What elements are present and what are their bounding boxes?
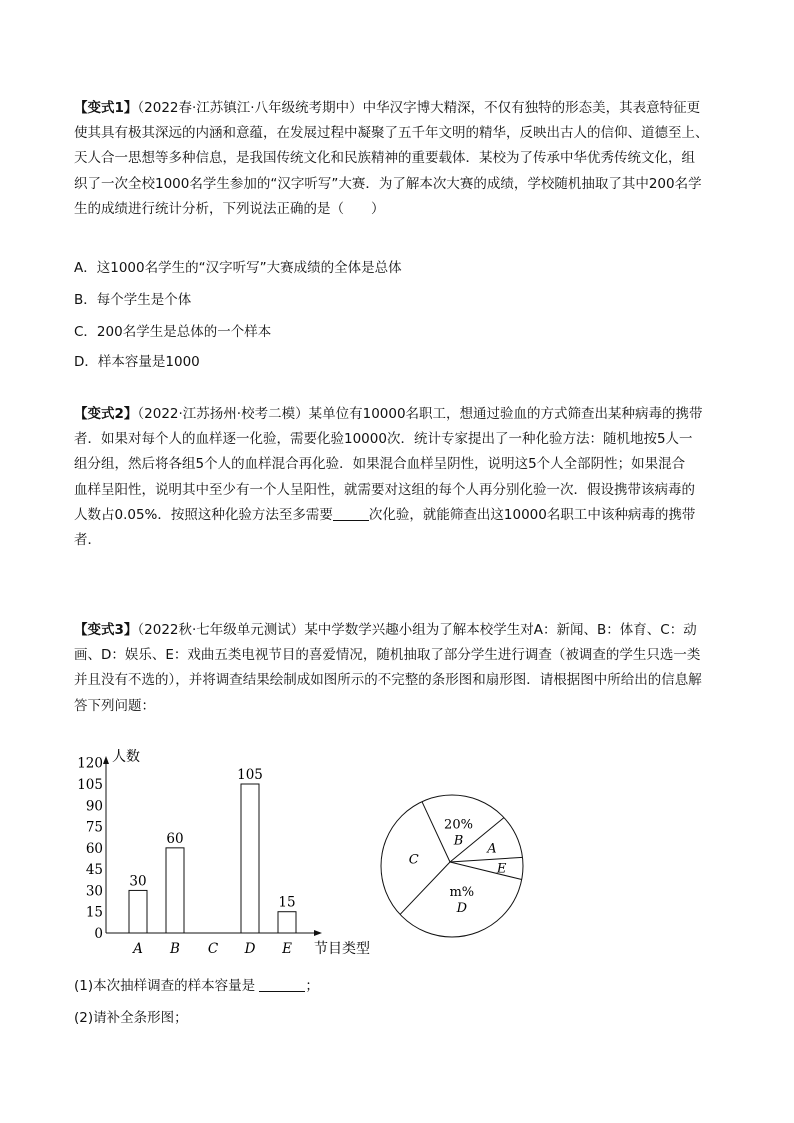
bar-D [241,784,259,933]
q2-line: 血样呈阳性，说明其中至少有一个人呈阳性，就需要对这组的每个人再分别化验一次．假设携带该病毒的 [74,481,695,498]
q3-tag: 【变式3】 [74,622,138,638]
q1-source: （2022春·江苏镇江·八年级统考期中） [137,100,363,116]
x-axis-title: 节目类型 [314,941,370,957]
sample-size-blank[interactable] [259,977,305,992]
answer-blank[interactable] [333,506,369,521]
x-tick-label: A [133,941,143,957]
q2-line: 人数占0.05%．按照这种化验方法至多需要 [74,506,333,523]
q1-line: 生的成绩进行统计分析，下列说法正确的是（ ） [74,200,385,217]
bar-chart [76,740,386,962]
q3-line: 并且没有不选的），并将调查结果绘制成如图所示的不完整的条形图和扇形图．请根据图中所给出的信息解 [74,672,702,689]
q2-line: 者． [74,532,101,549]
q1-option-d: D．样本容量是1000 [74,354,200,370]
q3-line: 某中学数学兴趣小组为了解本校学生对A：新闻、B：体育、C：动 [304,622,697,638]
bar-value-label: 30 [129,873,147,890]
q2-line: 某单位有10000名职工，想通过验血的方式筛查出某种病毒的携带 [308,406,703,422]
x-tick-label: D [244,941,256,957]
y-tick-label: 90 [85,798,103,815]
y-tick-label: 45 [85,862,103,879]
q2-line: 组分组，然后将各组5个人的血样混合再化验．如果混合血样呈阴性，说明这5个人全部阴性；如果混合 [74,456,686,473]
q3-sub2: (2)请补全条形图； [74,1010,188,1026]
pie-slice-percent: 20% [444,817,473,833]
bar-B [166,848,184,933]
q1-line: 中华汉字博大精深，不仅有独特的形态美，其表意特征更 [362,100,701,116]
q3-line: 画、D：娱乐、E：戏曲五类电视节目的喜爱情况，随机抽取了部分学生进行调查（被调查的学生只选一类 [74,647,701,664]
q2-line: 次化验，就能筛查出这10000名职工中该种病毒的携带 [368,506,696,523]
y-tick-label: 15 [85,904,103,921]
q1-paragraph [74,96,722,222]
pie-slice-label-B: B [453,833,464,849]
q2-source: （2022·江苏扬州·校考二模） [137,406,309,422]
y-tick-label: 0 [94,926,103,942]
q3-sub1-end: ； [305,978,319,994]
q1-line: 使其具有极其深远的内涵和意蕴，在发展过程中凝聚了五千年文明的精华，反映出古人的信仰、道德至上、 [74,125,709,142]
pie-slice-label-E: E [496,861,507,877]
q1-line: 天人合一思想等多种信息，是我国传统文化和民族精神的重要载体．某校为了传承中华优秀传统文化，组 [74,150,695,167]
q3-line: 答下列问题： [74,697,155,714]
q3-sub1 [74,976,319,996]
pie-slice-label-A: A [487,841,497,857]
y-tick-label: 120 [77,755,103,772]
y-axis-title: 人数 [112,749,140,765]
bar-A [129,890,147,933]
q1-line: 织了一次全校1000名学生参加的“汉字听写”大赛．为了解本次大赛的成绩，学校随机抽取了其中200名学 [74,175,702,192]
bar-E [278,912,296,933]
q1-option-c: C．200名学生是总体的一个样本 [74,324,272,340]
y-tick-label: 30 [85,883,103,900]
y-axis-arrow [103,756,109,764]
q1-option-a: A．这1000名学生的“汉字听写”大赛成绩的全体是总体 [74,260,402,276]
q3-source: （2022秋·七年级单元测试） [137,622,305,638]
bar-value-label: 60 [166,830,184,847]
x-tick-label: C [207,941,219,957]
q1-tag: 【变式1】 [74,100,138,116]
y-tick-label: 60 [85,840,103,857]
pie-slice-label-C: C [408,852,419,868]
pie-slice-percent: m% [449,885,475,901]
q2-tag: 【变式2】 [74,406,138,422]
x-axis-arrow [314,930,322,936]
bar-value-label: 15 [278,894,296,911]
pie-slice-label-D: D [456,901,468,917]
q3-sub1-text: (1)本次抽样调查的样本容量是 [74,978,256,994]
q2-paragraph [74,402,722,553]
q1-option-b: B．每个学生是个体 [74,292,192,308]
q2-line: 者．如果对每个人的血样逐一化验，需要化验10000次．统计专家提出了一种化验方法：随机地按5人一 [74,431,693,448]
bar-value-label: 105 [237,767,263,783]
y-tick-label: 75 [85,819,103,836]
q3-paragraph [74,618,722,719]
x-tick-label: E [282,941,292,957]
x-tick-label: B [170,941,180,957]
y-tick-label: 105 [77,777,103,793]
pie-chart [372,786,534,948]
